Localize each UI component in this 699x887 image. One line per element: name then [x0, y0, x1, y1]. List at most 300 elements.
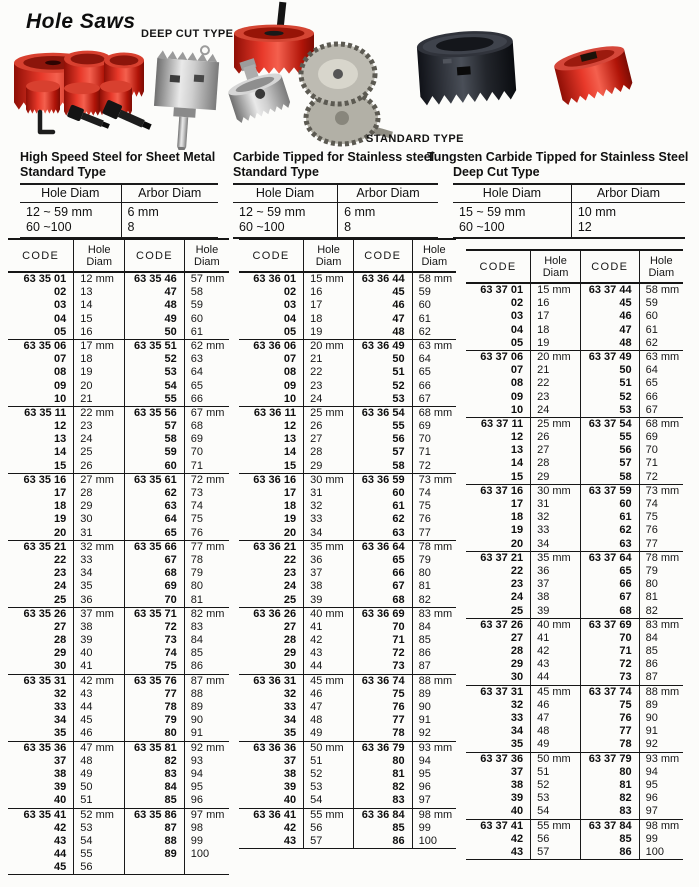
- code-cell: 14: [239, 446, 304, 459]
- hole-diam-cell: 56: [531, 833, 581, 846]
- code-cell: 63 37 01: [466, 284, 531, 297]
- hole-diam-cell: 28: [74, 487, 125, 500]
- code-cell: 37: [8, 755, 74, 768]
- hole-diam-cell: 54: [304, 794, 354, 807]
- hole-diam-cell: 62: [418, 325, 431, 338]
- hole-diam-cell: 14: [74, 299, 125, 312]
- code-cell: 88: [125, 835, 185, 848]
- spec-row: [233, 203, 438, 221]
- code-group: [8, 273, 229, 340]
- code-cell: 63 35 01: [8, 273, 74, 286]
- spec-hole-range: 12 ~ 59 mm: [20, 203, 121, 221]
- code-cell: 59: [125, 446, 185, 459]
- hole-diam-cell: 77 mm: [190, 540, 225, 553]
- code-cell: 63 36 06: [239, 340, 304, 353]
- hole-diam-cell: 26: [531, 431, 581, 444]
- hole-diam-cell: 83: [190, 620, 204, 633]
- hole-diam-cell: 32: [304, 500, 354, 513]
- spec-row: [453, 220, 685, 238]
- hole-diam-cell: 61: [418, 312, 431, 325]
- code-cell: 63 35 71: [125, 608, 185, 621]
- hole-diam-cell: 18: [74, 353, 125, 366]
- hole-diam-cell: 83 mm: [645, 618, 680, 631]
- hole-diam-cell: 37: [304, 567, 354, 580]
- code-cell: 35: [466, 738, 531, 751]
- code-cell: 53: [354, 393, 413, 406]
- code-cell: 47: [125, 286, 185, 299]
- code-cell: 40: [239, 794, 304, 807]
- code-cell: 63 37 16: [466, 485, 531, 498]
- code-cell: 63 35 31: [8, 675, 74, 688]
- code-cell: 63 36 44: [354, 273, 413, 286]
- hole-diam-cell: 40 mm: [531, 619, 581, 632]
- section-title: Carbide Tipped for Stainless steel: [233, 150, 435, 164]
- hole-diam-cell: 98 mm: [645, 819, 680, 832]
- code-cell: 04: [239, 313, 304, 326]
- hole-diam-cell: 22: [531, 377, 581, 390]
- code-cell: 63 36 16: [239, 474, 304, 487]
- hole-diam-column-header: Hole Diam: [648, 254, 675, 279]
- code-group: [466, 619, 683, 686]
- spec-hole-range: 60 ~100: [453, 220, 571, 238]
- code-group: [8, 541, 229, 608]
- code-cell: 48: [125, 299, 185, 312]
- code-cell: 47: [354, 313, 413, 326]
- hole-diam-cell: 15 mm: [304, 273, 354, 286]
- code-cell: 34: [466, 725, 531, 738]
- code-cell: 78: [354, 727, 413, 740]
- code-table-63-37: [466, 249, 683, 860]
- hole-diam-cell: 84: [418, 620, 431, 633]
- hole-diam-cell: 59: [418, 286, 431, 299]
- code-group: [466, 753, 683, 820]
- code-cell: 15: [8, 460, 74, 473]
- section-carbide-tipped: [233, 150, 438, 239]
- code-cell: 65: [125, 527, 185, 540]
- code-cell: 02: [466, 297, 531, 310]
- standard-type-label: STANDARD TYPE: [366, 133, 464, 145]
- code-cell: 57: [354, 446, 413, 459]
- code-cell: 63 37 11: [466, 418, 531, 431]
- hole-diam-cell: 17: [531, 310, 581, 323]
- code-cell: 30: [239, 660, 304, 673]
- code-cell: 02: [8, 286, 74, 299]
- hole-diam-cell: 94: [645, 765, 658, 778]
- spec-col-hole-diam: Hole Diam: [20, 184, 121, 203]
- hole-diam-cell: 19: [304, 326, 354, 339]
- code-group: [466, 284, 683, 351]
- hole-diam-cell: 82 mm: [190, 607, 225, 620]
- hole-diam-cell: 50: [74, 781, 125, 794]
- hole-diam-cell: 29: [304, 460, 354, 473]
- code-cell: 63 36 01: [239, 273, 304, 286]
- code-cell: 63 36 36: [239, 742, 304, 755]
- code-cell: 73: [125, 634, 185, 647]
- hole-diam-cell: 23: [304, 380, 354, 393]
- hole-diam-cell: 74: [645, 498, 658, 510]
- hole-diam-cell: 48: [74, 755, 125, 768]
- code-cell: 42: [239, 822, 304, 835]
- code-group: [239, 340, 456, 407]
- hole-diam-cell: 80: [190, 580, 204, 593]
- spec-arbor-size: 8: [127, 220, 135, 234]
- hole-diam-cell: 22: [304, 366, 354, 379]
- code-cell: 85: [125, 794, 185, 807]
- hole-diam-cell: 77: [418, 526, 431, 539]
- section-title: Tungsten Carbide Tipped for Stainless Steel: [427, 150, 689, 164]
- hole-diam-column-header: Hole Diam: [421, 243, 448, 268]
- code-cell: 10: [239, 393, 304, 406]
- code-cell: 15: [466, 471, 531, 484]
- code-group: [8, 474, 229, 541]
- code-cell: 53: [125, 366, 185, 379]
- hole-diam-cell: 87 mm: [190, 674, 225, 687]
- hole-diam-column-header: Hole Diam: [304, 240, 354, 271]
- hole-diam-cell: 91: [645, 725, 658, 738]
- code-cell: 86: [354, 835, 413, 848]
- code-table-63-36: [239, 238, 456, 849]
- hole-diam-cell: 26: [74, 460, 125, 473]
- hole-diam-cell: 17: [304, 299, 354, 312]
- hole-diam-cell: 50 mm: [531, 753, 581, 766]
- hole-diam-cell: 16: [74, 326, 125, 339]
- code-cell: 25: [239, 594, 304, 607]
- hole-diam-cell: 66: [645, 390, 658, 403]
- hole-diam-cell: 66: [190, 392, 204, 405]
- code-column-header: CODE: [466, 251, 531, 282]
- hole-diam-cell: 26: [304, 420, 354, 433]
- blade-stack-image: [301, 44, 393, 144]
- code-cell: 63 36 41: [239, 809, 304, 822]
- code-cell: [125, 861, 185, 874]
- code-cell: 82: [354, 781, 413, 794]
- code-cell: 63 35 06: [8, 340, 74, 353]
- spec-row: [20, 203, 218, 221]
- code-cell: 20: [239, 527, 304, 540]
- code-cell: 63 36 69: [354, 608, 413, 621]
- code-cell: 86: [581, 846, 640, 859]
- hole-diam-cell: 29: [74, 500, 125, 513]
- hole-diam-cell: 18: [304, 313, 354, 326]
- hole-diam-cell: 43: [304, 647, 354, 660]
- code-cell: 63 35 21: [8, 541, 74, 554]
- code-group: [8, 809, 229, 876]
- hole-diam-cell: 22 mm: [74, 407, 125, 420]
- code-cell: 78: [581, 738, 640, 751]
- code-cell: 83: [125, 768, 185, 781]
- hole-diam-cell: 71: [418, 446, 431, 459]
- code-cell: 22: [466, 565, 531, 578]
- code-cell: 24: [239, 580, 304, 593]
- hole-diam-column-header: Hole Diam: [74, 240, 125, 271]
- code-cell: 39: [466, 792, 531, 805]
- hole-diam-cell: 27: [531, 444, 581, 457]
- hole-diam-cell: 59: [645, 297, 658, 310]
- hole-diam-cell: 59: [190, 299, 204, 312]
- hole-diam-cell: 79: [190, 567, 204, 580]
- red-hole-saw-image: [552, 41, 634, 106]
- code-cell: 55: [354, 420, 413, 433]
- code-cell: 63 35 81: [125, 742, 185, 755]
- hole-diam-cell: 95: [418, 767, 431, 780]
- code-cell: 67: [581, 591, 640, 604]
- code-cell: 63 35 46: [125, 273, 185, 286]
- code-cell: 45: [8, 861, 74, 874]
- hole-diam-cell: 94: [190, 767, 204, 780]
- hole-diam-cell: 35 mm: [304, 541, 354, 554]
- standard-black-hole-saw-image: [416, 28, 517, 106]
- hole-diam-cell: 92: [418, 727, 431, 740]
- spec-col-arbor-diam: Arbor Diam: [571, 184, 685, 203]
- code-cell: 24: [466, 591, 531, 604]
- code-cell: 63 37 41: [466, 820, 531, 833]
- code-cell: 52: [125, 353, 185, 366]
- spec-arbor-size: 8: [344, 220, 352, 234]
- hole-diam-cell: 51: [531, 766, 581, 779]
- code-cell: 30: [466, 671, 531, 684]
- hole-diam-cell: 87: [418, 660, 431, 673]
- code-cell: 63 36 49: [354, 340, 413, 353]
- hole-diam-cell: 95: [190, 781, 204, 794]
- code-cell: 03: [239, 299, 304, 312]
- code-group: [466, 686, 683, 753]
- hole-diam-cell: 73 mm: [645, 484, 680, 497]
- code-cell: 44: [8, 848, 74, 861]
- hole-diam-cell: 96: [190, 794, 204, 807]
- hole-diam-cell: 74: [418, 487, 431, 499]
- hole-diam-cell: 75: [645, 511, 658, 524]
- hole-diam-cell: 13: [74, 286, 125, 299]
- code-cell: 63 35 16: [8, 474, 74, 487]
- hole-diam-cell: 98: [190, 821, 204, 834]
- spec-hole-range: 60 ~100: [233, 220, 338, 238]
- spec-hole-range: 60 ~100: [20, 220, 121, 238]
- code-cell: 63 36 74: [354, 675, 413, 688]
- code-cell: 63 37 59: [581, 485, 640, 498]
- code-group: [239, 608, 456, 675]
- code-cell: 20: [466, 538, 531, 551]
- code-cell: 63 35 41: [8, 809, 74, 822]
- code-cell: 63 37 36: [466, 753, 531, 766]
- hole-diam-cell: 88 mm: [645, 685, 680, 698]
- code-cell: 09: [8, 380, 74, 393]
- code-cell: 49: [125, 313, 185, 326]
- code-cell: 74: [125, 647, 185, 660]
- hole-diam-cell: 86: [418, 647, 431, 660]
- hole-diam-cell: 24: [74, 433, 125, 446]
- hole-diam-cell: 76: [645, 524, 658, 537]
- hole-diam-cell: 60: [418, 299, 431, 312]
- hole-diam-cell: 21: [531, 364, 581, 377]
- hole-diam-cell: 44: [531, 671, 581, 684]
- hole-diam-cell: 32: [531, 511, 581, 524]
- deep-cut-hole-saw-image: [151, 43, 221, 150]
- code-cell: 63 35 51: [125, 340, 185, 353]
- code-group: [239, 541, 456, 608]
- code-cell: 65: [581, 565, 640, 578]
- hole-diam-cell: 16: [304, 286, 354, 299]
- hole-diam-cell: 63 mm: [418, 339, 453, 352]
- code-cell: 82: [125, 755, 185, 768]
- code-group: [8, 340, 229, 407]
- code-cell: 51: [354, 366, 413, 379]
- code-cell: 65: [354, 554, 413, 567]
- code-cell: 05: [466, 337, 531, 350]
- code-cell: 09: [466, 391, 531, 404]
- hole-diam-cell: 69: [190, 433, 204, 446]
- code-cell: 63 36 21: [239, 541, 304, 554]
- code-cell: 18: [466, 511, 531, 524]
- spec-arbor-size: 6 mm: [344, 205, 376, 219]
- code-cell: 62: [125, 487, 185, 500]
- spec-arbor-size: 10 mm: [577, 205, 617, 219]
- code-cell: 58: [354, 460, 413, 473]
- hole-diam-cell: 55 mm: [531, 820, 581, 833]
- code-cell: 38: [466, 779, 531, 792]
- code-cell: 08: [239, 366, 304, 379]
- spec-col-hole-diam: Hole Diam: [233, 184, 338, 203]
- hole-diam-cell: 19: [74, 366, 125, 379]
- code-cell: 04: [466, 324, 531, 337]
- code-cell: 72: [354, 647, 413, 660]
- hole-diam-cell: 21: [74, 393, 125, 406]
- hole-diam-cell: 45: [74, 714, 125, 727]
- hole-diam-cell: 79: [645, 564, 658, 577]
- hole-diam-cell: 37: [531, 578, 581, 591]
- hole-diam-cell: 56: [74, 861, 125, 874]
- hole-diam-cell: 31: [531, 498, 581, 511]
- hole-diam-cell: 70: [645, 444, 658, 457]
- allen-key-image: [40, 112, 53, 132]
- code-cell: 18: [239, 500, 304, 513]
- code-cell: 60: [581, 498, 640, 511]
- hole-diam-cell: 35 mm: [531, 552, 581, 565]
- hole-diam-cell: 78: [190, 553, 204, 566]
- code-table-63-35: [8, 238, 229, 875]
- code-cell: 63: [354, 527, 413, 540]
- hole-diam-cell: 45 mm: [304, 675, 354, 688]
- code-cell: 43: [466, 846, 531, 859]
- code-cell: 81: [581, 779, 640, 792]
- code-cell: 37: [239, 755, 304, 768]
- code-cell: 75: [354, 688, 413, 701]
- hole-diam-cell: 85: [190, 647, 204, 660]
- spec-table: [453, 183, 685, 239]
- code-cell: 03: [8, 299, 74, 312]
- hole-diam-cell: 80: [418, 567, 431, 580]
- code-cell: 72: [125, 621, 185, 634]
- hole-diam-cell: 19: [531, 337, 581, 350]
- section-subtitle: Standard Type: [20, 165, 106, 179]
- hole-diam-cell: 49: [304, 727, 354, 740]
- code-cell: 32: [466, 699, 531, 712]
- hole-diam-cell: 77: [645, 537, 658, 550]
- code-cell: 50: [581, 364, 640, 377]
- code-cell: 15: [239, 460, 304, 473]
- code-group: [466, 552, 683, 619]
- code-cell: 63 35 26: [8, 608, 74, 621]
- hole-diam-cell: 94: [418, 754, 431, 767]
- hole-diam-cell: 90: [418, 701, 431, 713]
- hole-diam-cell: 69: [418, 420, 431, 433]
- code-cell: 08: [8, 366, 74, 379]
- code-cell: 73: [581, 671, 640, 684]
- code-cell: 20: [8, 527, 74, 540]
- hole-diam-cell: 68 mm: [645, 417, 680, 430]
- hole-diam-cell: 89: [418, 687, 431, 700]
- code-cell: 63 37 06: [466, 351, 531, 364]
- page-title: Hole Saws: [26, 10, 136, 33]
- hole-diam-cell: 53: [74, 822, 125, 835]
- hole-diam-cell: 34: [74, 567, 125, 580]
- spec-table: [233, 183, 438, 239]
- hole-diam-cell: 87: [645, 671, 658, 684]
- code-cell: 10: [8, 393, 74, 406]
- hole-diam-cell: 38: [531, 591, 581, 604]
- code-cell: 60: [125, 460, 185, 473]
- hole-diam-cell: 28: [531, 457, 581, 470]
- code-cell: 63 35 36: [8, 742, 74, 755]
- hole-diam-cell: 23: [74, 420, 125, 433]
- hole-diam-cell: 31: [304, 487, 354, 500]
- hole-diam-cell: 75: [190, 513, 204, 526]
- code-cell: 82: [581, 792, 640, 805]
- code-cell: 24: [8, 580, 74, 593]
- spec-row: [233, 220, 438, 238]
- code-cell: 63 36 59: [354, 474, 413, 487]
- code-cell: 07: [466, 364, 531, 377]
- code-group: [239, 742, 456, 809]
- code-cell: 63: [125, 500, 185, 513]
- code-cell: 02: [239, 286, 304, 299]
- code-group: [239, 809, 456, 850]
- code-cell: 32: [8, 688, 74, 701]
- hole-diam-cell: 57: [304, 835, 354, 848]
- hole-diam-cell: 25: [74, 446, 125, 459]
- code-cell: 23: [8, 567, 74, 580]
- code-group: [466, 351, 683, 418]
- code-cell: 60: [354, 487, 413, 500]
- code-cell: 66: [581, 578, 640, 591]
- code-cell: 63 37 74: [581, 686, 640, 699]
- code-group: [466, 820, 683, 861]
- code-cell: 23: [239, 567, 304, 580]
- hole-diam-cell: 29: [531, 471, 581, 484]
- column-header-row: [466, 249, 683, 284]
- hole-diam-cell: 52 mm: [74, 809, 125, 822]
- code-cell: 19: [466, 524, 531, 537]
- code-cell: 63 35 76: [125, 675, 185, 688]
- section-tungsten-carbide: [427, 150, 689, 239]
- hole-diam-cell: 53: [304, 781, 354, 794]
- hole-diam-cell: 23: [531, 391, 581, 404]
- code-cell: 13: [8, 433, 74, 446]
- code-cell: 63 35 66: [125, 541, 185, 554]
- spec-hole-range: 15 ~ 59 mm: [453, 203, 571, 221]
- code-cell: 63 37 31: [466, 686, 531, 699]
- hole-diam-cell: 47: [304, 701, 354, 714]
- hole-diam-cell: 95: [645, 778, 658, 791]
- hole-diam-cell: 67: [418, 392, 431, 405]
- hole-diam-cell: 58 mm: [418, 273, 453, 285]
- code-cell: 17: [239, 487, 304, 500]
- code-cell: 63 37 26: [466, 619, 531, 632]
- code-cell: 78: [125, 701, 185, 714]
- hole-diam-cell: 93: [190, 754, 204, 767]
- hole-diam-cell: 62: [645, 336, 658, 349]
- hole-diam-cell: 84: [190, 634, 204, 647]
- code-cell: 38: [239, 768, 304, 781]
